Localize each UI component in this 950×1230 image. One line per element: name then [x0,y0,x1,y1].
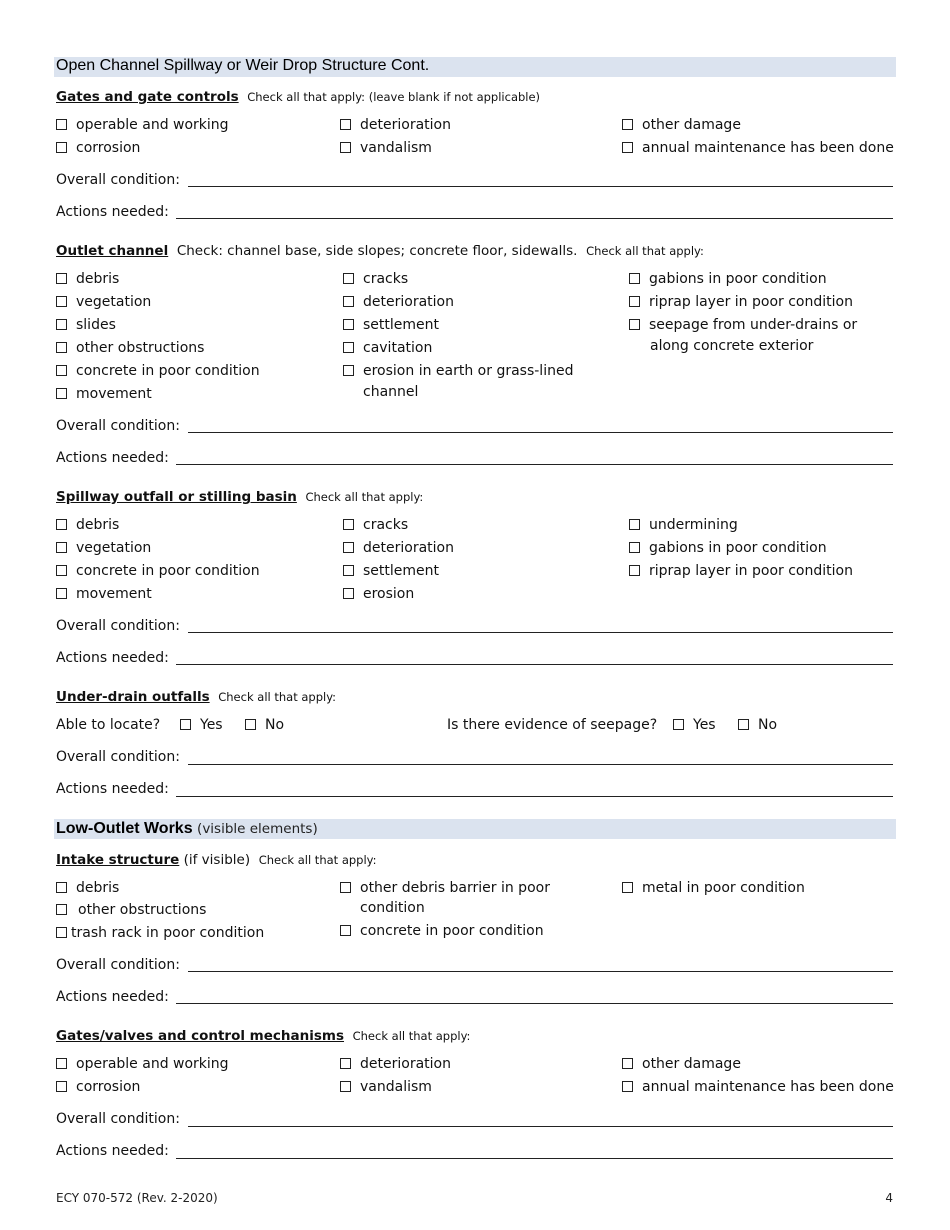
checkbox-option[interactable]: annual maintenance has been done [622,139,894,157]
checkbox-icon[interactable] [340,1058,351,1069]
checkbox-icon[interactable] [340,1081,351,1092]
checkbox-option-continued: along concrete exterior [650,338,814,354]
checkbox-icon[interactable] [56,904,67,915]
actions-needed-label: Actions needed: [56,989,169,1005]
section-title: Low-Outlet Works (visible elements) [56,820,318,837]
checkbox-icon[interactable] [629,565,640,576]
checkbox-icon[interactable] [343,319,354,330]
checkbox-icon[interactable] [56,342,67,353]
checkbox-option[interactable]: seepage from under-drains or [629,316,857,334]
checkbox-option[interactable]: operable and working [56,1055,229,1073]
checkbox-option-continued: condition [360,900,425,916]
checkbox-icon[interactable] [622,119,633,130]
checkbox-option[interactable]: annual maintenance has been done [622,1078,894,1096]
no-option[interactable]: No [245,716,284,734]
checkbox-icon[interactable] [56,296,67,307]
checkbox-option[interactable]: deterioration [343,293,454,311]
checkbox-option[interactable]: deterioration [340,1055,451,1073]
page-number: 4 [885,1191,893,1205]
actions-needed-label: Actions needed: [56,781,169,797]
checkbox-icon[interactable] [340,925,351,936]
checkbox-icon[interactable] [622,882,633,893]
section-heading: Outlet channel [56,243,169,259]
checkbox-option[interactable]: riprap layer in poor condition [629,293,853,311]
overall-condition-label: Overall condition: [56,418,180,434]
checkbox-icon[interactable] [340,142,351,153]
checkbox-icon[interactable] [180,719,191,730]
checkbox-icon[interactable] [56,519,67,530]
overall-condition-field[interactable] [188,1126,893,1127]
checkbox-icon[interactable] [343,565,354,576]
form-id: ECY 070-572 (Rev. 2-2020) [56,1191,218,1205]
checkbox-option[interactable]: vandalism [340,1078,432,1096]
checkbox-icon[interactable] [56,388,67,399]
checkbox-option[interactable]: debris [56,270,119,288]
checkbox-icon[interactable] [622,1058,633,1069]
checkbox-option[interactable]: operable and working [56,116,229,134]
section-paren: (if visible) [183,852,251,868]
checkbox-option[interactable]: cracks [343,270,408,288]
checkbox-option-continued: channel [363,384,419,400]
checkbox-option[interactable]: erosion [343,585,414,603]
section-title: Open Channel Spillway or Weir Drop Structure Cont. [56,57,430,74]
checkbox-option[interactable]: riprap layer in poor condition [629,562,853,580]
checkbox-icon[interactable] [629,542,640,553]
actions-needed-label: Actions needed: [56,204,169,220]
overall-condition-field[interactable] [188,432,893,433]
checkbox-option[interactable]: gabions in poor condition [629,539,827,557]
checkbox-option[interactable]: corrosion [56,139,140,157]
overall-condition-field[interactable] [188,971,893,972]
checkbox-icon[interactable] [343,519,354,530]
actions-needed-field[interactable] [176,1158,893,1159]
overall-condition-field[interactable] [188,186,893,187]
checkbox-icon[interactable] [622,1081,633,1092]
section-heading: Gates/valves and control mechanisms [56,1028,345,1044]
checkbox-icon[interactable] [56,588,67,599]
checkbox-option[interactable]: vegetation [56,293,151,311]
checkbox-option[interactable]: other debris barrier in poor [340,879,550,897]
checkbox-icon[interactable] [343,365,354,376]
section-hint: Check all that apply: [586,244,704,258]
checkbox-icon[interactable] [56,1081,67,1092]
overall-condition-label: Overall condition: [56,618,180,634]
overall-condition-label: Overall condition: [56,1111,180,1127]
underdrain-section-header [56,688,336,706]
checkbox-option[interactable]: erosion in earth or grass-lined [343,362,573,380]
actions-needed-field[interactable] [176,796,893,797]
checkbox-icon[interactable] [738,719,749,730]
checkbox-icon[interactable] [56,119,67,130]
checkbox-option[interactable]: debris [56,516,119,534]
able-to-locate-label: Able to locate? [56,717,161,733]
checkbox-icon[interactable] [673,719,684,730]
checkbox-option[interactable]: other obstructions [56,901,206,919]
actions-needed-field[interactable] [176,464,893,465]
seepage-label: Is there evidence of seepage? [447,717,658,733]
checkbox-option[interactable]: settlement [343,316,439,334]
basin-section-header [56,488,423,506]
checkbox-option[interactable]: concrete in poor condition [56,362,260,380]
checkbox-icon[interactable] [343,542,354,553]
actions-needed-field[interactable] [176,664,893,665]
checkbox-icon[interactable] [340,882,351,893]
section-hint: Check all that apply: [305,490,424,504]
checkbox-icon[interactable] [56,365,67,376]
overall-condition-field[interactable] [188,632,893,633]
checkbox-option[interactable]: deterioration [340,116,451,134]
checkbox-icon[interactable] [56,319,67,330]
checkbox-option[interactable]: concrete in poor condition [56,562,260,580]
checkbox-icon[interactable] [340,119,351,130]
checkbox-icon[interactable] [245,719,256,730]
section-hint: Check all that apply: [258,853,377,867]
checkbox-option[interactable]: movement [56,585,152,603]
checkbox-icon[interactable] [56,882,67,893]
section-hint: Check all that apply: [218,690,337,704]
checkbox-option[interactable]: other obstructions [56,339,204,357]
outlet-section-header [56,242,704,260]
valves-section-header [56,1027,470,1045]
section-heading: Under-drain outfalls [56,689,210,705]
checkbox-option[interactable]: corrosion [56,1078,140,1096]
section-heading: Intake structure [56,852,180,868]
checkbox-icon[interactable] [56,273,67,284]
yes-option[interactable]: Yes [673,716,716,734]
checkbox-icon[interactable] [629,273,640,284]
checkbox-icon[interactable] [56,927,67,938]
checkbox-icon[interactable] [343,342,354,353]
section-description: Check: channel base, side slopes; concrete floor, sidewalls. [176,243,578,259]
checkbox-icon[interactable] [629,296,640,307]
overall-condition-label: Overall condition: [56,172,180,188]
checkbox-icon[interactable] [343,588,354,599]
actions-needed-label: Actions needed: [56,1143,169,1159]
no-option[interactable]: No [738,716,777,734]
checkbox-icon[interactable] [343,273,354,284]
intake-section-header [56,851,377,869]
actions-needed-label: Actions needed: [56,450,169,466]
actions-needed-field[interactable] [176,218,893,219]
checkbox-option[interactable]: cavitation [343,339,432,357]
checkbox-option[interactable]: other damage [622,116,741,134]
overall-condition-label: Overall condition: [56,749,180,765]
section-hint: Check all that apply: (leave blank if not applicable) [247,90,541,104]
checkbox-icon[interactable] [343,296,354,307]
checkbox-option[interactable]: vegetation [56,539,151,557]
checkbox-icon[interactable] [56,1058,67,1069]
checkbox-option[interactable]: cracks [343,516,408,534]
gates-section-header [56,88,540,106]
overall-condition-field[interactable] [188,764,893,765]
checkbox-icon[interactable] [629,319,640,330]
checkbox-option[interactable]: debris [56,879,119,897]
checkbox-icon[interactable] [56,142,67,153]
yes-option[interactable]: Yes [180,716,223,734]
section-heading: Spillway outfall or stilling basin [56,489,297,505]
checkbox-option[interactable]: other damage [622,1055,741,1073]
checkbox-option[interactable]: movement [56,385,152,403]
actions-needed-label: Actions needed: [56,650,169,666]
checkbox-option[interactable]: settlement [343,562,439,580]
checkbox-option[interactable]: gabions in poor condition [629,270,827,288]
checkbox-option[interactable]: vandalism [340,139,432,157]
checkbox-icon[interactable] [56,565,67,576]
checkbox-icon[interactable] [622,142,633,153]
overall-condition-label: Overall condition: [56,957,180,973]
checkbox-option[interactable]: deterioration [343,539,454,557]
actions-needed-field[interactable] [176,1003,893,1004]
checkbox-option[interactable]: trash rack in poor condition [56,924,264,942]
section-hint: Check all that apply: [352,1029,471,1043]
checkbox-icon[interactable] [56,542,67,553]
checkbox-option[interactable]: metal in poor condition [622,879,805,897]
checkbox-option[interactable]: undermining [629,516,738,534]
section-heading: Gates and gate controls [56,89,239,105]
checkbox-option[interactable]: concrete in poor condition [340,922,544,940]
checkbox-option[interactable]: slides [56,316,116,334]
checkbox-icon[interactable] [629,519,640,530]
